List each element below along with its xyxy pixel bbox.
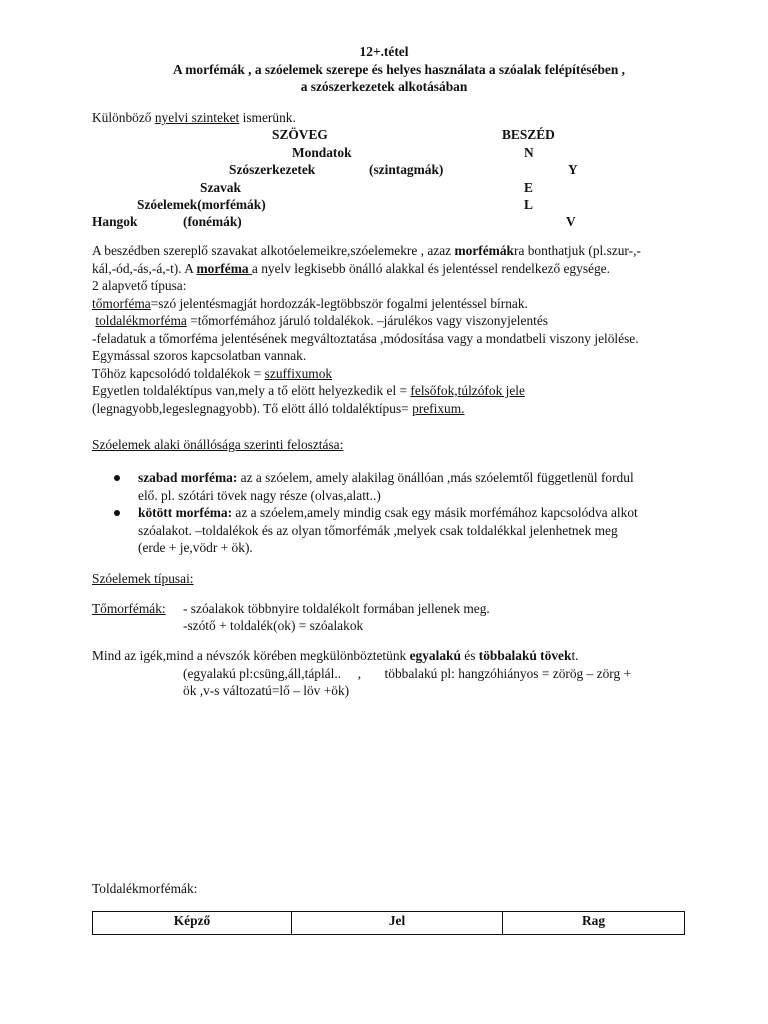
- term-kotott-morfema: kötött morféma:: [138, 505, 233, 520]
- level-szintagmak: (szintagmák): [369, 162, 444, 177]
- term-prefixum: prefixum.: [412, 400, 465, 416]
- column-header-jel: Jel: [292, 912, 503, 935]
- morpheme-bullets: [92, 469, 692, 557]
- bullet-dot-icon: [114, 510, 120, 516]
- term-egyalaku: egyalakú: [409, 648, 461, 663]
- para-line: [92, 400, 692, 418]
- page-title-line1: A morfémák , a szóelemek szerepe és helyes használata a szóalak felépítésében ,: [173, 62, 625, 77]
- level-letter-l: L: [524, 197, 533, 212]
- level-szoveg: SZÖVEG: [272, 127, 328, 142]
- para-line: [92, 382, 692, 400]
- text-span: és: [460, 648, 479, 663]
- bullet-line: (erde + je,vödr + ök).: [138, 540, 253, 555]
- para-line: [92, 365, 692, 383]
- bullet-line: szóalakot. –toldalékok és az olyan tőmorfémák ,melyek csak toldalékkal jelenhetnek meg: [138, 522, 618, 538]
- level-szavak: Szavak: [200, 180, 241, 195]
- level-mondatok: Mondatok: [292, 145, 352, 160]
- topic-number: 12+.tétel: [359, 44, 409, 59]
- term-tomorfema: tőmorféma: [92, 295, 151, 311]
- table-header-row: [93, 912, 685, 935]
- para-line: Egymással szoros kapcsolatban vannak.: [92, 348, 307, 363]
- label-tomorfemak: Tőmorfémák:: [92, 601, 166, 616]
- bold-term-morfemak: morfémák: [454, 243, 514, 258]
- section-heading-tipusai: Szóelemek típusai:: [92, 571, 194, 586]
- bold-term-morfema: morféma: [196, 260, 252, 276]
- para-line: [92, 242, 692, 260]
- term-tobbalaku-tovek: többalakú tövek: [478, 648, 572, 663]
- suffix-types-table: [92, 911, 685, 935]
- bullet-line: [138, 469, 692, 487]
- bullet-dot-icon: [114, 475, 120, 481]
- level-szoelemek: Szóelemek(morfémák): [137, 197, 266, 212]
- text-span: az a szóelem, amely alakilag önállóan ,más szóelemtől függetlenül fordul: [237, 470, 634, 485]
- term-felsofok: felsőfok,túlzófok jele: [410, 383, 525, 398]
- bullet-bound-morpheme: [92, 504, 692, 557]
- para-line: -feladatuk a tőmorféma jelentésének megváltoztatása ,módosítása vagy a mondatbeli viszony jelölése.: [92, 330, 639, 346]
- text-span: kál,-ód,-ás,-á,-t). A: [92, 260, 197, 276]
- text-span: ra bonthatjuk (pl.szur-,-: [513, 243, 641, 258]
- levels-intro-text-end: ismerünk.: [239, 110, 296, 125]
- bullet-line: [138, 504, 692, 522]
- levels-intro: [92, 109, 296, 127]
- level-letter-y: Y: [568, 162, 578, 177]
- text-span: A beszédben szereplő szavakat alkotóelemeikre,szóelemekre , azaz: [92, 243, 455, 258]
- level-letter-e: E: [524, 180, 533, 195]
- bullet-free-morpheme: [92, 469, 692, 504]
- section-heading-felosztas: Szóelemek alaki önállósága szerinti felosztása:: [92, 437, 344, 452]
- level-letter-n: N: [524, 145, 534, 160]
- para-line: [92, 312, 692, 330]
- text-span: =tőmorfémához járuló toldalékok. –járulékos vagy viszonyjelentés: [186, 313, 549, 328]
- morpheme-definition-paragraph: [92, 242, 692, 417]
- section-heading-toldalekmorfemak: Toldalékmorfémák:: [92, 881, 198, 896]
- level-hangok: Hangok: [92, 214, 138, 229]
- page-title-line2: a szószerkezetek alkotásában: [300, 79, 468, 94]
- level-beszed: BESZÉD: [502, 127, 555, 142]
- term-szabad-morfema: szabad morféma:: [138, 470, 238, 485]
- text-span: Tőhöz kapcsolódó toldalékok =: [92, 365, 265, 381]
- levels-intro-text: Különböző: [92, 110, 155, 125]
- level-fonemak: (fonémák): [183, 214, 242, 229]
- bullet-line: elő. pl. szótári tövek nagy része (olvas,alatt..): [138, 487, 381, 503]
- level-letter-v: V: [566, 214, 576, 229]
- para-line: [92, 260, 692, 278]
- stems-example-line2: ök ,v-s változatú=lő – löv +ök): [183, 683, 350, 698]
- text-span: Egyetlen toldaléktípus van,mely a tő elött helyezkedik el =: [92, 383, 411, 398]
- para-line: 2 alapvető típusa:: [92, 278, 187, 293]
- term-szuffixumok: szuffixumok: [264, 365, 333, 381]
- text-span: Mind az igék,mind a névszók körében megkülönböztetünk: [92, 648, 410, 663]
- text-span: t.: [571, 648, 579, 663]
- tomorfemak-line2: -szótő + toldalék(ok) = szóalakok: [183, 618, 364, 633]
- column-header-rag: Rag: [503, 912, 685, 935]
- column-header-kepzo: Képző: [93, 912, 292, 935]
- text-span: (legnagyobb,legeslegnagyobb). Tő elött álló toldaléktípus=: [92, 400, 413, 416]
- para-line: [92, 295, 692, 313]
- term-toldalekmorfema: toldalékmorféma: [95, 313, 187, 328]
- bullet-list: [92, 469, 692, 557]
- level-szoszerkezetek: Szószerkezetek: [229, 162, 316, 177]
- stems-example-line1: (egyalakú pl:csüng,áll,táplál.. , többalakú pl: hangzóhiányos = zörög – zörg +: [183, 666, 632, 681]
- text-span: a nyelv legkisebb önálló alakkal és jelentéssel rendelkező egysége.: [251, 260, 610, 276]
- text-span: az a szóelem,amely mindig csak egy másik morfémához kapcsolódva alkot: [232, 505, 638, 520]
- levels-intro-underlined: nyelvi szinteket: [154, 110, 240, 125]
- stems-paragraph: [92, 647, 579, 665]
- text-span: =szó jelentésmagját hordozzák-legtöbbször fogalmi jelentéssel bírnak.: [150, 295, 528, 311]
- tomorfemak-line1: - szóalakok többnyire toldalékolt formában jellenek meg.: [183, 601, 490, 616]
